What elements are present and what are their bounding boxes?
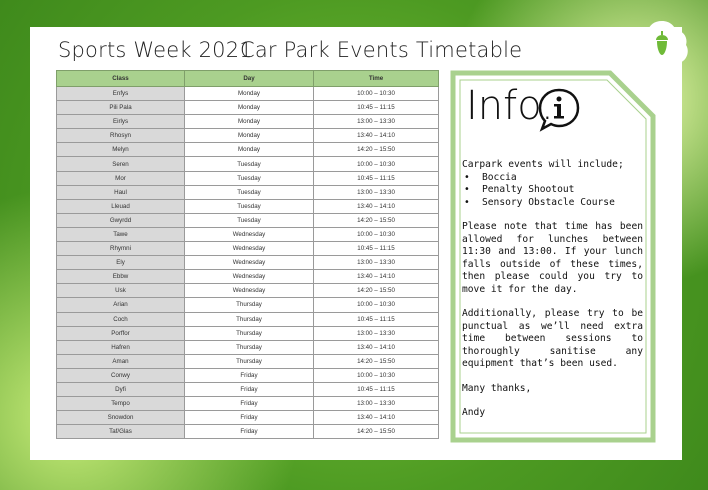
time-cell: 14:20 – 15:50 [314,143,439,157]
time-cell: 13:00 – 13:30 [314,397,439,411]
table-row [57,368,439,382]
table-row [57,129,439,143]
time-cell: 10:00 – 10:30 [314,368,439,382]
time-cell: 10:45 – 11:15 [314,382,439,396]
class-cell: Arian [57,298,185,312]
table-row [57,171,439,185]
day-cell: Tuesday [185,213,314,227]
table-row [57,425,439,439]
time-cell: 13:00 – 13:30 [314,115,439,129]
day-cell: Monday [185,87,314,101]
time-cell: 10:00 – 10:30 [314,227,439,241]
table-row [57,411,439,425]
table-row [57,213,439,227]
lunch-note: Please note that time has been allowed for lunches between 11:30 and 13:00. If your lunch falls outside of these times, then please could you try to move it for the day. [462,221,643,295]
time-cell: 13:40 – 14:10 [314,129,439,143]
class-cell: Ely [57,256,185,270]
class-cell: Pili Pala [57,101,185,115]
day-cell: Thursday [185,340,314,354]
class-cell: Dyfi [57,382,185,396]
class-cell: Coch [57,312,185,326]
class-cell: Taf/Glas [57,425,185,439]
class-cell: Rhosyn [57,129,185,143]
class-cell: Snowdon [57,411,185,425]
class-cell: Mor [57,171,185,185]
time-cell: 13:40 – 14:10 [314,340,439,354]
class-cell: Lleuad [57,199,185,213]
class-cell: Tawe [57,227,185,241]
class-cell: Rhymni [57,242,185,256]
time-cell: 10:00 – 10:30 [314,157,439,171]
punctual-note: Additionally, please try to be punctual as we’ll need extra time between sessions to thoroughly sanitise any equipment that’s been used. [462,308,643,369]
time-cell: 10:45 – 11:15 [314,171,439,185]
table-row [57,382,439,396]
table-row [57,227,439,241]
table-row [57,312,439,326]
class-cell: Conwy [57,368,185,382]
author-name: Andy [462,407,486,418]
info-body [462,159,643,432]
time-cell: 10:45 – 11:15 [314,312,439,326]
column-header: Class [57,71,185,87]
day-cell: Monday [185,143,314,157]
list-item: • Boccia [462,172,643,185]
class-cell: Haul [57,185,185,199]
day-cell: Wednesday [185,227,314,241]
table-row [57,157,439,171]
class-cell: Seren [57,157,185,171]
time-cell: 13:40 – 14:10 [314,199,439,213]
table-row [57,87,439,101]
day-cell: Tuesday [185,171,314,185]
page-subtitle: Car Park Events Timetable [240,38,523,62]
class-cell: Aman [57,354,185,368]
day-cell: Friday [185,397,314,411]
day-cell: Monday [185,101,314,115]
table-row [57,270,439,284]
day-cell: Friday [185,411,314,425]
day-cell: Wednesday [185,284,314,298]
info-heading: Info. [466,83,554,129]
day-cell: Thursday [185,312,314,326]
day-cell: Thursday [185,326,314,340]
class-cell: Eirlys [57,115,185,129]
table-header-row [57,71,439,87]
day-cell: Tuesday [185,157,314,171]
table-row [57,242,439,256]
day-cell: Friday [185,382,314,396]
page-title: Sports Week 2021 [58,38,253,62]
day-cell: Thursday [185,354,314,368]
table-row [57,101,439,115]
class-cell: Ebbw [57,270,185,284]
events-list [462,172,643,210]
column-header: Day [185,71,314,87]
time-cell: 10:00 – 10:30 [314,87,439,101]
day-cell: Thursday [185,298,314,312]
day-cell: Monday [185,115,314,129]
table-row [57,284,439,298]
column-header: Time [314,71,439,87]
timetable [56,70,439,439]
time-cell: 10:00 – 10:30 [314,298,439,312]
table-row [57,199,439,213]
time-cell: 13:00 – 13:30 [314,256,439,270]
time-cell: 14:20 – 15:50 [314,213,439,227]
day-cell: Tuesday [185,185,314,199]
table-row [57,354,439,368]
list-item: • Penalty Shootout [462,184,643,197]
class-cell: Hafren [57,340,185,354]
table-row [57,326,439,340]
time-cell: 14:20 – 15:50 [314,354,439,368]
info-speech-bubble-icon [536,86,582,132]
list-item: • Sensory Obstacle Course [462,197,643,210]
class-cell: Usk [57,284,185,298]
table-body [57,87,439,439]
tree-acorn-icon [634,17,690,87]
time-cell: 14:20 – 15:50 [314,284,439,298]
day-cell: Wednesday [185,256,314,270]
class-cell: Tempo [57,397,185,411]
time-cell: 13:40 – 14:10 [314,270,439,284]
day-cell: Wednesday [185,270,314,284]
table-row [57,397,439,411]
table-row [57,256,439,270]
time-cell: 10:45 – 11:15 [314,101,439,115]
class-cell: Porffor [57,326,185,340]
time-cell: 13:40 – 14:10 [314,411,439,425]
table-row [57,185,439,199]
info-intro: Carpark events will include; [462,159,624,170]
class-cell: Enfys [57,87,185,101]
time-cell: 13:00 – 13:30 [314,185,439,199]
time-cell: 13:00 – 13:30 [314,326,439,340]
day-cell: Monday [185,129,314,143]
day-cell: Wednesday [185,242,314,256]
time-cell: 14:20 – 15:50 [314,425,439,439]
table-row [57,340,439,354]
day-cell: Friday [185,368,314,382]
day-cell: Friday [185,425,314,439]
class-cell: Melyn [57,143,185,157]
table-row [57,298,439,312]
table-row [57,143,439,157]
table-row [57,115,439,129]
day-cell: Tuesday [185,199,314,213]
class-cell: Gwyrdd [57,213,185,227]
signoff: Many thanks, [462,382,532,394]
time-cell: 10:45 – 11:15 [314,242,439,256]
